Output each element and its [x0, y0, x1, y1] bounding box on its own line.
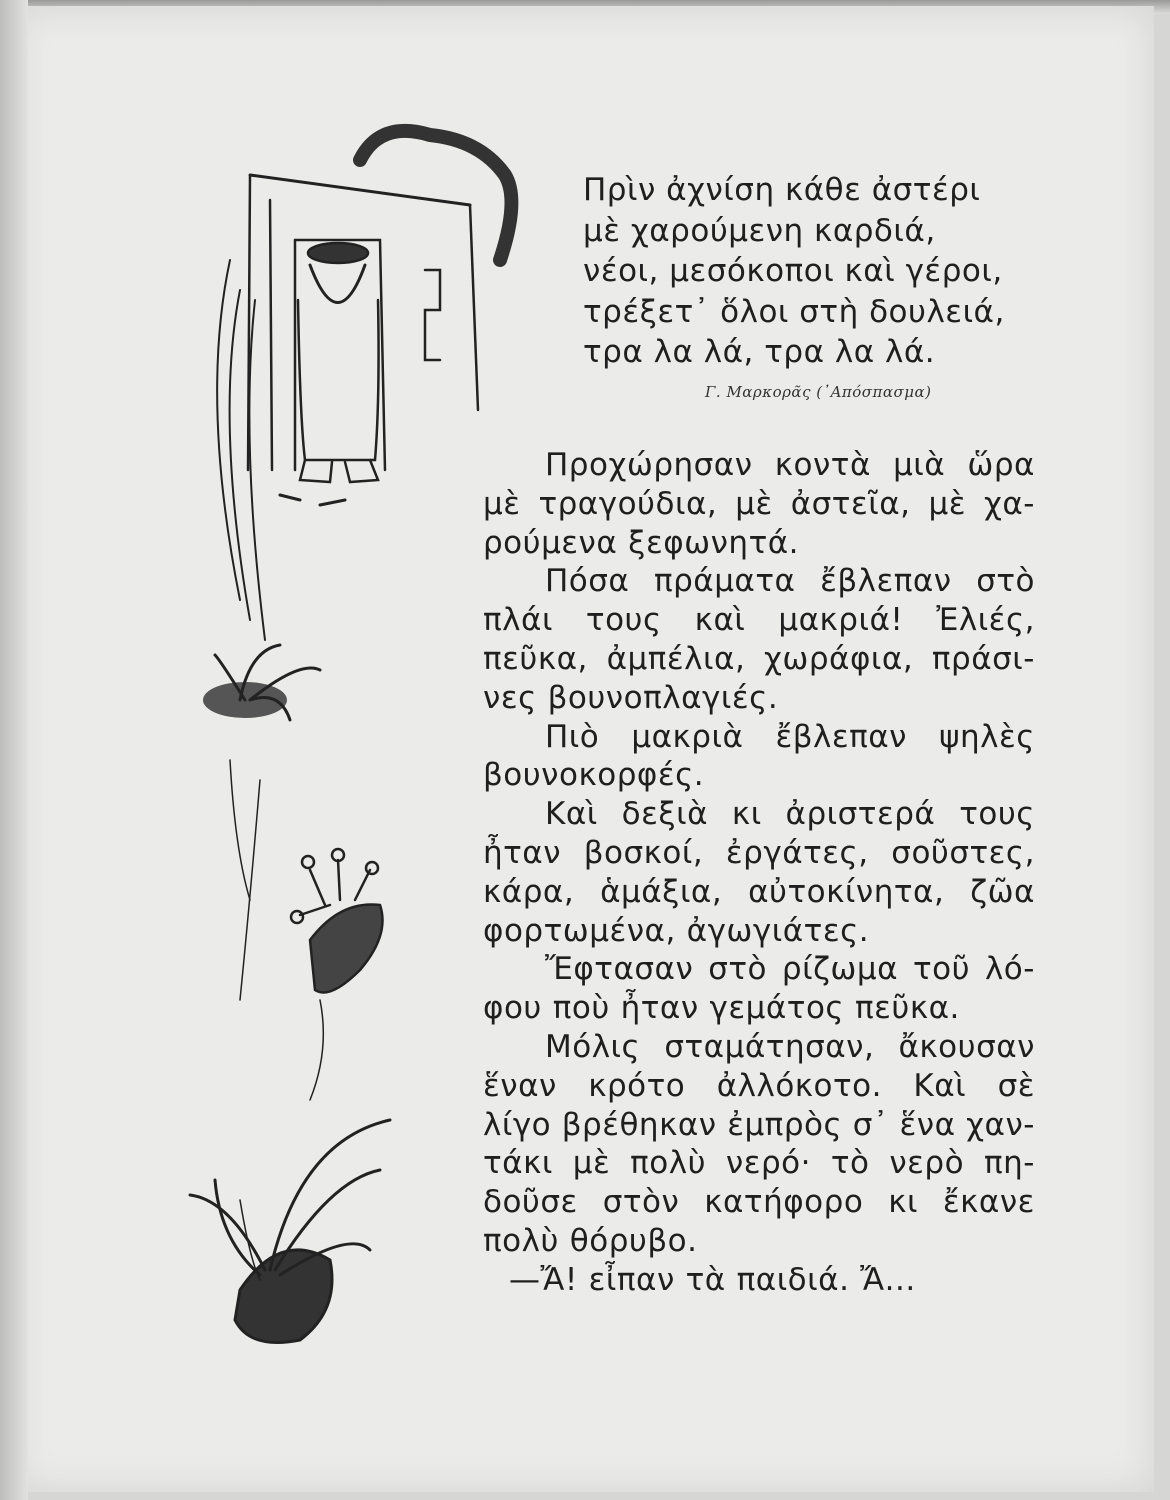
word: ρίζωμα: [781, 951, 899, 988]
poem-line: μὲ χαρούμενη καρδιά,: [583, 212, 936, 249]
text-line: [483, 1144, 1035, 1183]
word: ρούμενα: [483, 524, 618, 561]
plant-top-icon: [203, 645, 320, 1000]
word: ἔβλεπαν: [775, 718, 907, 755]
word: Ἄ...: [860, 1261, 916, 1298]
poem-line: νέοι, μεσόκοποι καὶ γέροι,: [583, 253, 1003, 289]
text-line: [483, 640, 1035, 679]
word: σ᾽: [852, 1106, 889, 1143]
poem-excerpt: [583, 170, 1033, 373]
text-line: [483, 485, 1035, 524]
text-line: [483, 1028, 1035, 1067]
word: δεξιὰ: [621, 796, 709, 833]
word: χαν-: [966, 1106, 1035, 1143]
word: μὲ: [483, 485, 521, 522]
word: τοῦ: [912, 951, 971, 988]
word: κατήφορο: [704, 1184, 864, 1221]
word: λίγο: [483, 1106, 552, 1143]
word: ἄκουσαν: [898, 1028, 1035, 1065]
word: ξεφωνητά.: [628, 524, 800, 561]
doorway-with-old-man-icon: [217, 131, 511, 640]
word: μακριὰ: [631, 718, 744, 755]
word: μὲ: [928, 485, 966, 522]
word: ἐργάτες,: [725, 834, 869, 871]
word: κρότο: [588, 1067, 686, 1104]
word: πεῦκα,: [483, 640, 588, 677]
word: πη-: [983, 1145, 1035, 1182]
word: ἦταν: [483, 834, 562, 871]
text-line: [483, 1183, 1035, 1222]
word: τὸ: [830, 1145, 870, 1182]
text-line: [483, 1222, 1035, 1261]
word: Πόσα: [545, 563, 630, 600]
word: πράματα: [653, 563, 796, 600]
poem-line: τρα λα λά, τρα λα λά.: [583, 334, 936, 370]
word: σοῦστες,: [891, 834, 1035, 871]
word: ἀριστερά: [785, 796, 936, 833]
text-line: [483, 795, 1035, 834]
text-line: [483, 562, 1035, 601]
word: μιὰ: [893, 447, 946, 483]
word: σὲ: [997, 1067, 1035, 1104]
text-line: [483, 1067, 1035, 1106]
word: τὰ: [685, 1261, 726, 1298]
word: ἀγωγιάτες.: [686, 912, 870, 949]
word: παιδιά.: [736, 1261, 850, 1298]
dialogue-line: [483, 1261, 1035, 1300]
word: Μόλις: [545, 1028, 641, 1065]
word: ἐμπρὸς: [727, 1106, 843, 1143]
word: τους: [959, 796, 1035, 833]
word: Ἐλιές,: [936, 602, 1035, 639]
story-text: [483, 446, 1035, 1300]
text-line: [483, 950, 1035, 989]
word: ἦταν: [620, 990, 699, 1027]
text-line: [483, 679, 1035, 718]
word: νερὸ: [889, 1145, 965, 1182]
word: —Ἄ!: [509, 1261, 578, 1298]
word: στὸ: [708, 951, 767, 988]
word: ἀλλόκοτο.: [716, 1067, 882, 1104]
word: δοῦσε: [483, 1184, 578, 1221]
word: ἔκανε: [942, 1184, 1035, 1221]
text-line: [483, 1106, 1035, 1145]
word: εἶπαν: [588, 1261, 675, 1298]
word: φου: [483, 990, 542, 1027]
word: θόρυβο.: [569, 1222, 698, 1259]
word: βρέθηκαν: [561, 1106, 717, 1143]
word: πολὺ: [630, 1145, 707, 1182]
word: αὐτοκίνητα,: [748, 873, 945, 910]
word: ἁμάξια,: [600, 873, 723, 910]
word: ζῶα: [970, 873, 1035, 910]
poem-attribution: Γ. Μαρκορᾶς (᾽Απόσπασμα): [705, 383, 932, 401]
text-line: [483, 718, 1035, 757]
word: μακριά!: [778, 602, 904, 639]
word: βουνοκορφές.: [483, 757, 705, 794]
poem-line: Πρὶν ἀχνίση κάθε ἀστέρι: [583, 172, 981, 208]
word: ὥρα: [967, 447, 1035, 483]
text-line: [483, 989, 1035, 1028]
word: στὸ: [976, 563, 1035, 600]
word: λό-: [984, 951, 1035, 988]
text-line: [483, 756, 1035, 795]
text-line: [483, 524, 1035, 563]
word: Ἔφτασαν: [545, 951, 694, 988]
word: Πιὸ: [545, 718, 600, 755]
word: ἕναν: [483, 1067, 557, 1104]
word: ἀμπέλια,: [606, 640, 746, 677]
poem-line: τρέξετ᾽ ὅλοι στὴ δουλειά,: [583, 293, 1005, 330]
word: πολὺ: [483, 1222, 559, 1259]
word: Καὶ: [545, 796, 598, 833]
word: Προχώρησαν: [545, 447, 753, 483]
word: σταμάτησαν,: [664, 1028, 875, 1065]
word: κοντὰ: [774, 447, 871, 483]
word: χα-: [983, 485, 1035, 522]
word: ψηλὲς: [939, 718, 1035, 755]
word: καὶ: [694, 602, 746, 639]
word: πεῦκα.: [854, 990, 960, 1027]
word: στὸν: [602, 1184, 680, 1221]
text-line: [483, 834, 1035, 873]
text-line: [483, 873, 1035, 912]
word: κάρα,: [483, 873, 575, 910]
word: ἀστεῖα,: [790, 485, 911, 522]
word: βοσκοί,: [583, 834, 704, 871]
word: νες: [483, 679, 537, 716]
word: κι: [731, 796, 762, 833]
word: γεμάτος: [709, 990, 845, 1027]
word: κι: [888, 1184, 918, 1221]
word: μὲ: [735, 485, 773, 522]
word: πράσι-: [931, 640, 1035, 677]
word: βουνοπλαγιές.: [547, 679, 779, 716]
flowers-on-rock-icon: [291, 849, 383, 1100]
word: τους: [585, 602, 662, 639]
word: Καὶ: [913, 1067, 967, 1104]
word: χωράφια,: [763, 640, 914, 677]
fern-bottom-icon: [190, 1120, 390, 1343]
word: ποὺ: [552, 990, 610, 1027]
text-line: [483, 601, 1035, 640]
word: μὲ: [572, 1145, 611, 1182]
text-line: [483, 912, 1035, 951]
word: ἔβλεπαν: [820, 563, 952, 600]
word: τραγούδια,: [538, 485, 718, 522]
word: νερό·: [725, 1145, 811, 1182]
word: φορτωμένα,: [483, 912, 676, 949]
word: τάκι: [483, 1145, 553, 1182]
word: πλάι: [483, 602, 553, 639]
word: ἕνα: [899, 1106, 956, 1143]
text-line: [483, 446, 1035, 485]
